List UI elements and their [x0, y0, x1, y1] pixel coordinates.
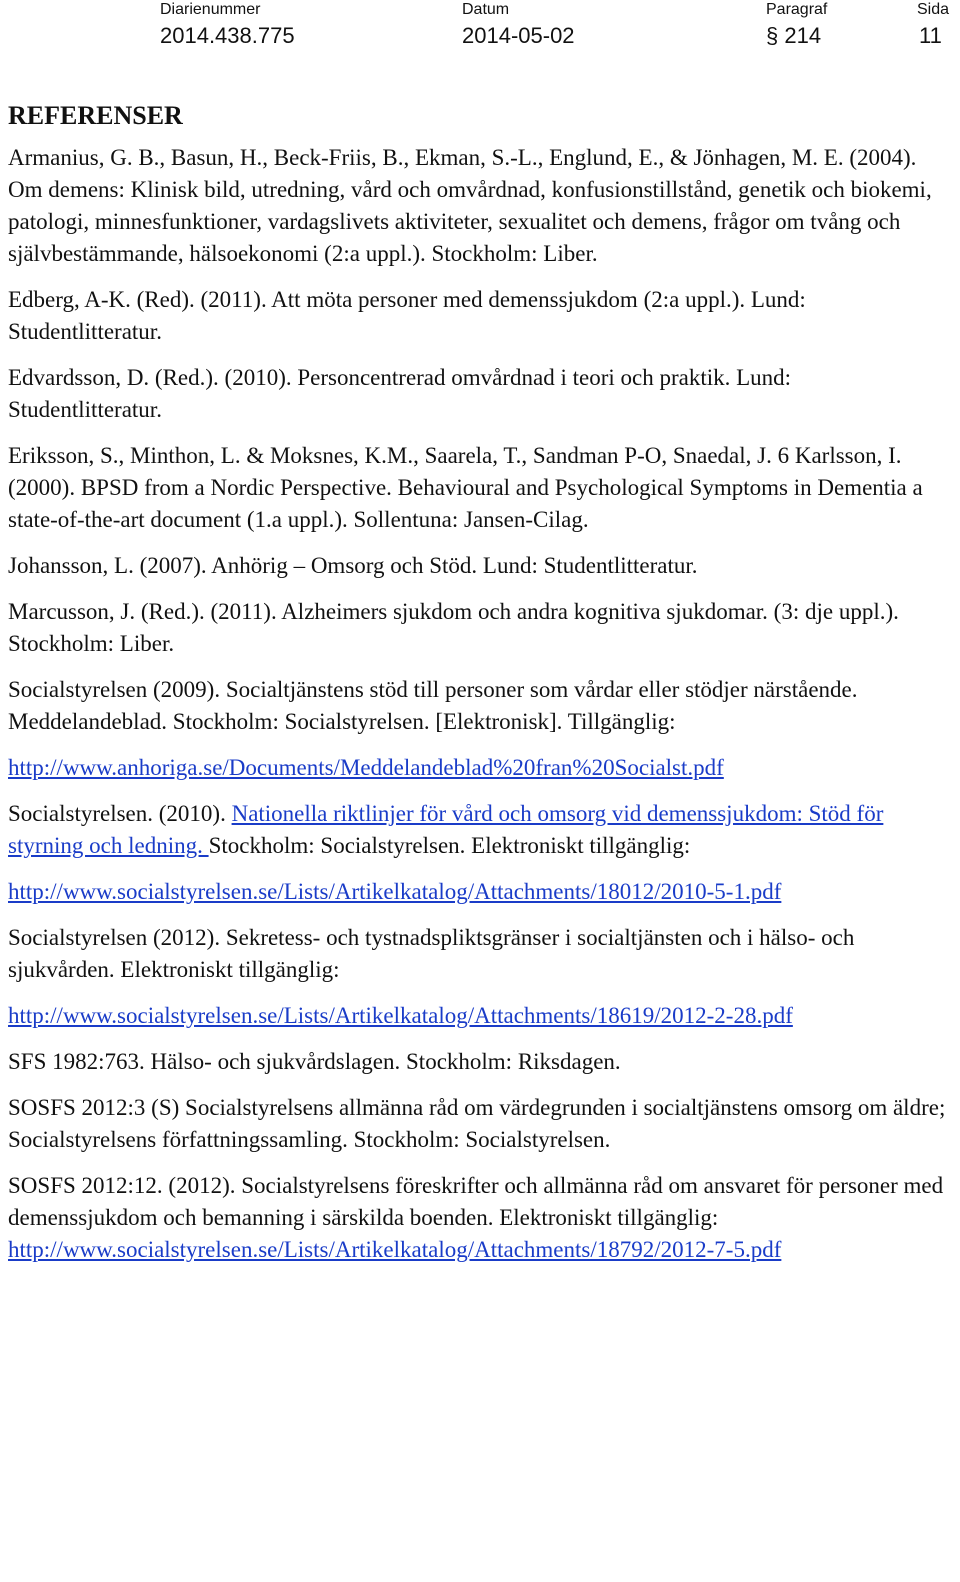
reference-text: Stockholm: Socialstyrelsen. Elektroniskt tillgänglig: — [208, 833, 691, 858]
reference-socialstyrelsen-2009 — [8, 674, 948, 784]
references-section — [8, 98, 948, 1280]
datum-block — [462, 0, 575, 50]
document-header — [0, 0, 960, 50]
nationella-riktlinjer-link[interactable]: Nationella riktlinjer för vård och omsorg vid demenssjukdom: Stöd för styrning och ledning. — [8, 801, 884, 858]
anhoriga-link[interactable]: http://www.anhoriga.se/Documents/Meddelandeblad%20fran%20Socialst.pdf — [8, 755, 724, 780]
reference-armanius: Armanius, G. B., Basun, H., Beck-Friis, B., Ekman, S.-L., Englund, E., & Jönhagen, M. E. (2004). Om demens: Klinisk bild, utredning, vård och omvårdnad, konfusionstillstånd, genetik och biokemi, patologi, minnesfunktioner, vardagslivets aktiviteter, sexualitet och demens, frågor om tvång och självbestämmande, hälsoekonomi (2:a uppl.). Stockholm: Liber. — [8, 145, 932, 266]
sosfs-2012-12-link[interactable]: http://www.socialstyrelsen.se/Lists/Artikelkatalog/Attachments/18792/2012-7-5.pdf — [8, 1237, 782, 1262]
reference-edberg: Edberg, A-K. (Red). (2011). Att möta personer med demenssjukdom (2:a uppl.). Lund: Studentlitteratur. — [8, 287, 806, 344]
reference-text: SOSFS 2012:12. (2012). Socialstyrelsens föreskrifter och allmänna råd om ansvaret för personer med demenssjukdom och bemanning i särskilda boenden. Elektroniskt tillgänglig: — [8, 1173, 944, 1230]
reference-marcusson: Marcusson, J. (Red.). (2011). Alzheimers sjukdom och andra kognitiva sjukdomar. (3: dje uppl.). Stockholm: Liber. — [8, 599, 899, 656]
reference-johansson: Johansson, L. (2007). Anhörig – Omsorg och Stöd. Lund: Studentlitteratur. — [8, 553, 698, 578]
reference-text: Socialstyrelsen. (2010). — [8, 801, 232, 826]
reference-edvardsson: Edvardsson, D. (Red.). (2010). Personcentrerad omvårdnad i teori och praktik. Lund: Studentlitteratur. — [8, 365, 792, 422]
sida-label: Sida — [917, 1, 950, 18]
datum-value: 2014-05-02 — [462, 23, 575, 48]
paragraf-block — [766, 0, 827, 50]
diarienummer-value: 2014.438.775 — [160, 23, 295, 48]
reference-eriksson: Eriksson, S., Minthon, L. & Moksnes, K.M., Saarela, T., Sandman P-O, Snaedal, J. 6 Karlsson, I. (2000). BPSD from a Nordic Perspective. Behavioural and Psychological Symptoms in Dementia a state-of-the-art document (1.a uppl.). Sollentuna: Jansen-Cilag. — [8, 443, 923, 532]
reference-text: Socialstyrelsen (2012). Sekretess- och tystnadspliktsgränser i socialtjänsten och i hälso- och sjukvården. Elektroniskt tillgänglig: — [8, 925, 855, 982]
sida-value: 11 — [919, 23, 942, 48]
diarienummer-label: Diarienummer — [160, 1, 261, 18]
paragraf-label: Paragraf — [766, 1, 828, 18]
socialstyrelsen-2010-link[interactable]: http://www.socialstyrelsen.se/Lists/Artikelkatalog/Attachments/18012/2010-5-1.pdf — [8, 879, 782, 904]
sida-block — [905, 0, 949, 50]
socialstyrelsen-2012-link[interactable]: http://www.socialstyrelsen.se/Lists/Artikelkatalog/Attachments/18619/2012-2-28.pdf — [8, 1003, 793, 1028]
datum-label: Datum — [462, 1, 510, 18]
reference-sfs-1982: SFS 1982:763. Hälso- och sjukvårdslagen. Stockholm: Riksdagen. — [8, 1049, 621, 1074]
reference-text: Socialstyrelsen (2009). Socialtjänstens stöd till personer som vårdar eller stödjer närstående. Meddelandeblad. Stockholm: Socialstyrelsen. [Elektronisk]. Tillgänglig: — [8, 677, 858, 734]
reference-socialstyrelsen-2012 — [8, 922, 948, 1032]
paragraf-value: § 214 — [766, 23, 822, 48]
section-title: REFERENSER — [8, 101, 183, 130]
reference-sosfs-2012-12 — [8, 1170, 948, 1266]
reference-socialstyrelsen-2010 — [8, 798, 948, 908]
diarienummer-block — [160, 0, 295, 50]
reference-sosfs-2012-3: SOSFS 2012:3 (S) Socialstyrelsens allmänna råd om värdegrunden i socialtjänstens omsorg om äldre; Socialstyrelsens författningssamling. Stockholm: Socialstyrelsen. — [8, 1095, 946, 1152]
